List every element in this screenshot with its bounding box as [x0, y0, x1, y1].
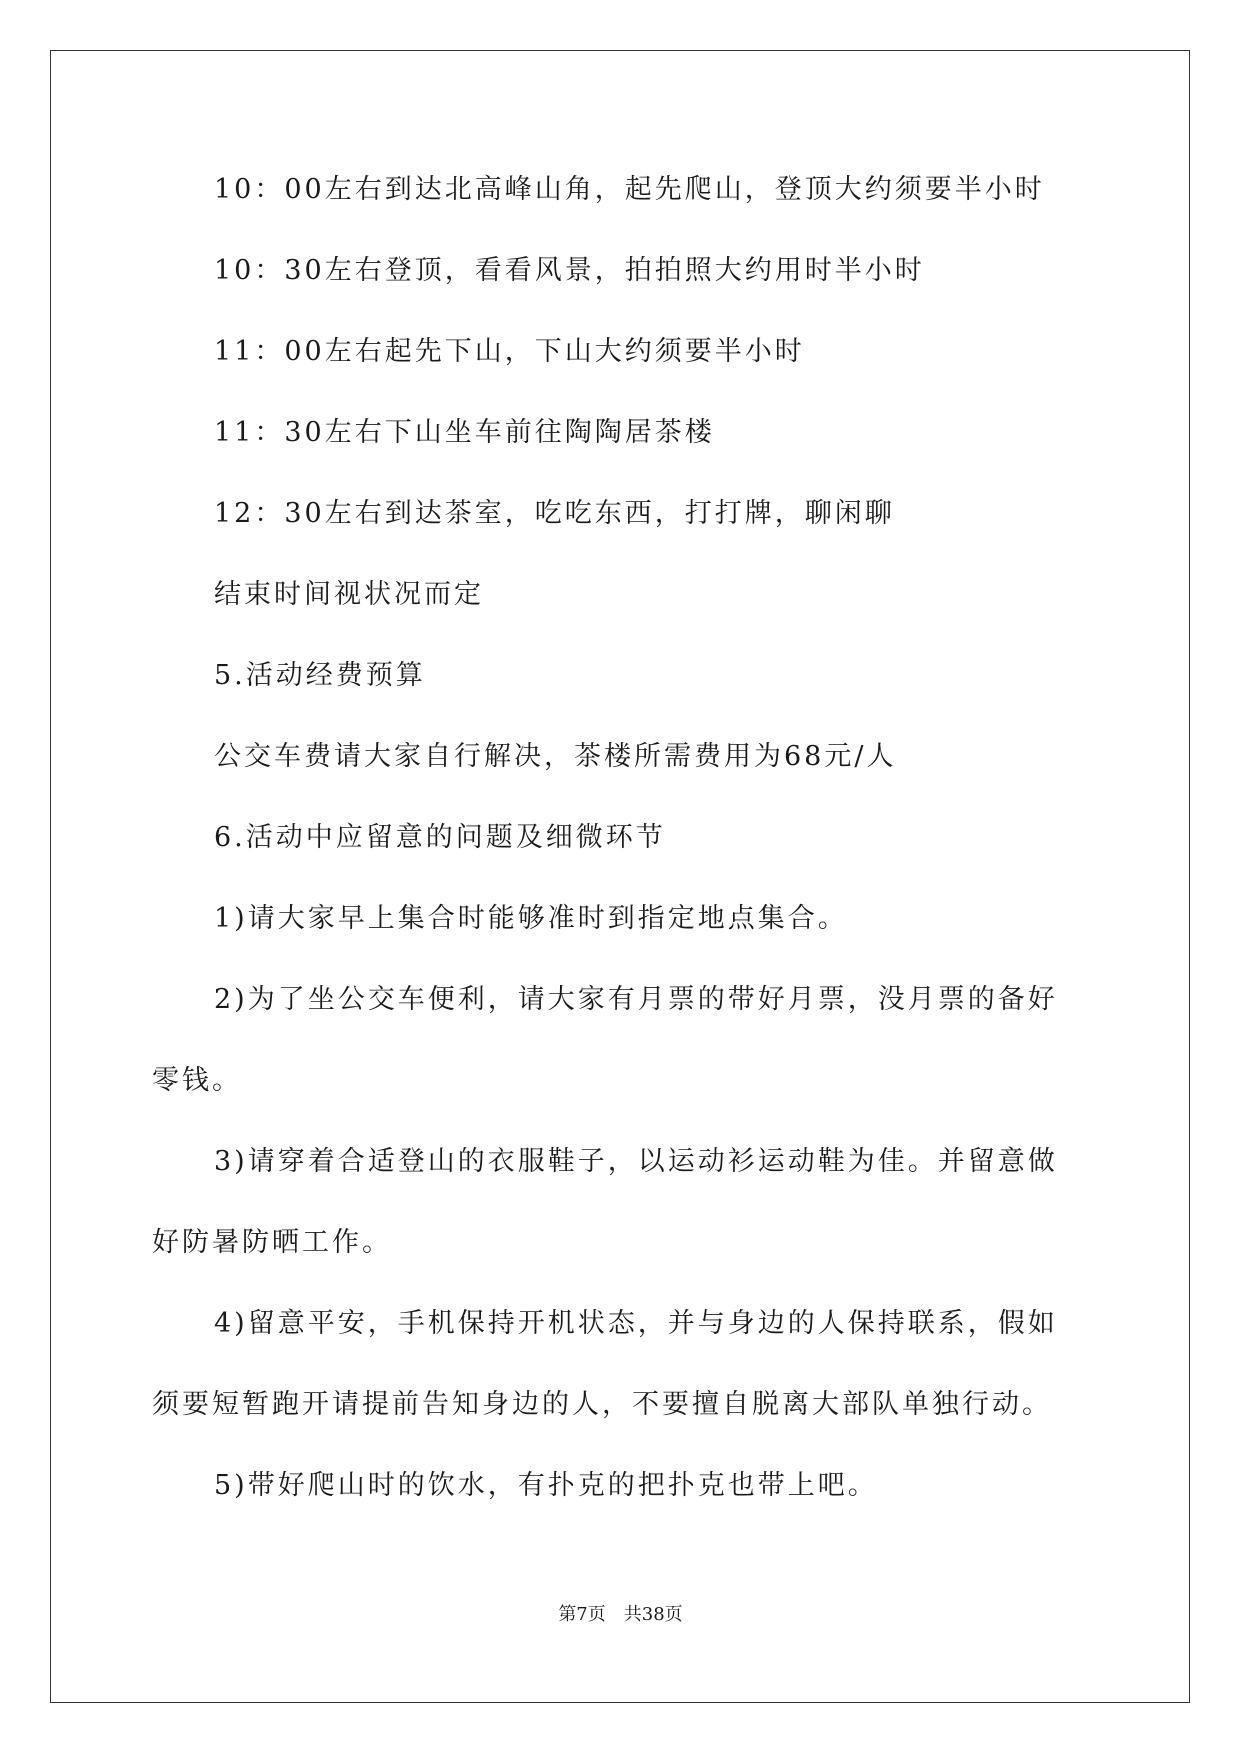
note-item-2-cont: 零钱。 — [152, 1065, 242, 1096]
schedule-line-1230: 12：30左右到达茶室，吃吃东西，打打牌，聊闲聊 — [214, 498, 895, 529]
note-item-4-cont: 须要短暂跑开请提前告知身边的人，不要擅自脱离大部队单独行动。 — [152, 1389, 1052, 1420]
end-time-note: 结束时间视状况而定 — [214, 579, 484, 610]
page-number: 第7页 — [558, 1604, 606, 1625]
schedule-line-1000: 10：00左右到达北高峰山角，起先爬山，登顶大约须要半小时 — [214, 174, 1045, 205]
page-border — [50, 50, 1190, 1703]
note-item-1: 1)请大家早上集合时能够准时到指定地点集合。 — [214, 903, 848, 934]
note-item-5: 5)带好爬山时的饮水，有扑克的把扑克也带上吧。 — [214, 1470, 878, 1501]
schedule-line-1030: 10：30左右登顶，看看风景，拍拍照大约用时半小时 — [214, 255, 925, 286]
schedule-line-1100: 11：00左右起先下山，下山大约须要半小时 — [214, 336, 805, 367]
note-item-2: 2)为了坐公交车便利，请大家有月票的带好月票，没月票的备好 — [214, 984, 1058, 1015]
schedule-line-1130: 11：30左右下山坐车前往陶陶居茶楼 — [214, 417, 715, 448]
note-item-4: 4)留意平安，手机保持开机状态，并与身边的人保持联系，假如 — [214, 1308, 1058, 1339]
section-heading-notes: 6.活动中应留意的问题及细微环节 — [214, 822, 666, 853]
budget-text: 公交车费请大家自行解决，茶楼所需费用为68元/人 — [214, 741, 897, 772]
note-item-3-cont: 好防暑防晒工作。 — [152, 1227, 392, 1258]
page-total: 共38页 — [623, 1604, 683, 1625]
note-item-3: 3)请穿着合适登山的衣服鞋子，以运动衫运动鞋为佳。并留意做 — [214, 1146, 1058, 1177]
page-footer — [0, 1604, 1241, 1626]
section-heading-budget: 5.活动经费预算 — [214, 660, 426, 691]
